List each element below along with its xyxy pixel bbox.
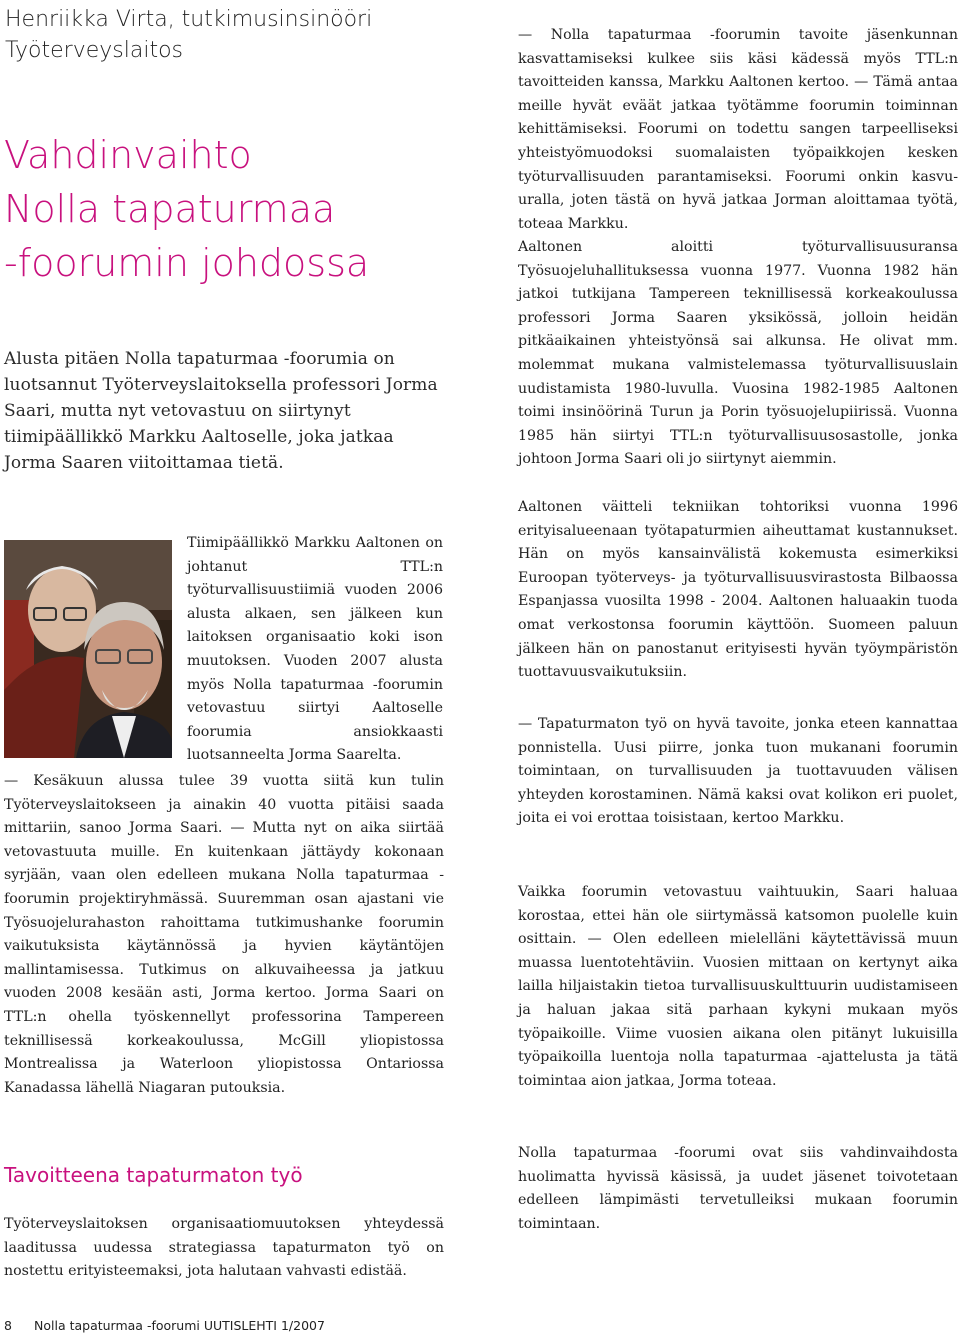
title-line-3: -foorumin johdossa [4,241,370,285]
article-title [4,128,444,290]
right-paragraph-6: Nolla tapaturmaa -foorumi ovat siis vahdinvaihdosta huolimatta hyvissä käsissä, ja uudet jäsenet toivotetaan edelleen lämpimästi tervetulleiksi mukaan foorumin toimintaan. [518,1145,958,1232]
right-paragraph-4: — Tapaturmaton työ on hyvä tavoite, jonka eteen kannattaa ponnistella. Uusi piirre, jonka tuon mukanani foorumin toimintaan, on turvallisuuden ja tuottavuuden välisen yhteyden korostaminen. Nämä kaksi ovat kolikon eri puolet, joita ei voi erottaa toisistaan, kertoo Markku. [518,716,958,827]
right-paragraph-3: Aaltonen väitteli tekniikan tohtoriksi vuonna 1996 erityisalueenaan työtapaturmien aiheuttamat kustannukset. Hän on myös kansainvälistä kokemusta esimerkiksi Euroopan työterveys- ja työturvallisuusvirastosta Bilbaossa Espanjassa vuosilta 1998 - 2004. Aaltonen haluaakin tuoda omat verkostonsa foorumin käyttöön. Suomeen paluun jälkeen hän on panostanut erityisesti hyvän työympäristön tuottavuusvaikutuksiin. [518,499,958,681]
right-paragraph-1: — Nolla tapaturmaa -foorumin tavoite jäsenkunnan kasvattamiseksi kulkee siis käsi kädessä myös TTL:n tavoitteiden kanssa, Markku Aaltonen kertoo. — Tämä antaa meille hyvät eväät jatkaa työtämme foorumin toiminnan kehittämiseksi. Foorumi on todettu sangen tarpeelliseksi yhteistyömuodoksi suomalaisten työpaikkojen kesken työturvallisuuden parantamiseksi. Foorumi onkin kasvu-uralla, joten tästä on hyvä jatkaa Jorman aloittamaa työtä, toteaa Markku. [518,27,958,232]
author-name: Henriikka Virta, tutkimusinsinööri [5,7,373,32]
right-paragraph-2: Aaltonen aloitti työturvallisuusuransa Työsuojeluhallituksessa vuonna 1977. Vuonna 1982 hän jatkoi tutkijana Tampereen teknillisessä korkeakoulussa professori Jorma Saaren yksikössä, jolloin heidän pitkäaikainen yhteistyönsä sai alkunsa. He olivat mm. molemmat mukana valmistelemassa työturvallisuuslain uudistamista 1980-luvulla. Vuosina 1982-1985 Aaltonen toimi insinöörinä Turun ja Porin työsuojelupiirissä. Vuonna 1985 hän siirtyi TTL:n työturvallisuusosastolle, jonka johtoon Jorma Saari oli jo siirtynyt aiemmin. [518,239,958,468]
body-paragraph-strategy: Työterveyslaitoksen organisaatiomuutoksen yhteydessä laaditussa uudessa strategiassa tapaturmaton työ on nostettu erityisteemaksi, jota halutaan vahvasti edistää. [4,1216,444,1280]
section-subheading: Tavoitteena tapaturmaton työ [4,1163,303,1187]
portrait-photo [4,540,172,758]
title-line-2: Nolla tapaturmaa [4,187,336,231]
page-number: 8 [4,1318,12,1333]
author-organization: Työterveyslaitos [5,38,183,63]
title-line-1: Vahdinvaihto [4,133,252,177]
body-paragraph-left: — Kesäkuun alussa tulee 39 vuotta siitä kun tulin Työterveyslaitokseen ja ainakin 40 vuotta pitäisi saada mittariin, sanoo Jorma Saari. — Mutta nyt on aika siirtää vetovastuuta muille. En kuitenkaan jättäydy kokonaan syrjään, vaan olen edelleen mukana Nolla tapaturmaa -foorumin projektiryhmässä. Suuremman osan ajastani vie Työsuojelurahaston rahoittama tutkimushanke foorumin vaikutuksista käytännössä ja hyvien käytäntöjen mallintamisessa. Tutkimus on alkuvaiheessa ja jatkuu vuoden 2008 kesään asti, Jorma kertoo. Jorma Saari on TTL:n ohella työskennellyt professorina Tampereen teknillisessä korkeakoulussa, McGill yliopistossa Montrealissa ja Waterloon yliopistossa Ontariossa Kanadassa lähellä Niagaran putouksia. [4,773,444,1096]
right-paragraph-5: Vaikka foorumin vetovastuu vaihtuukin, Saari haluaa korostaa, ettei hän ole siirtymässä katsomon puolelle kuin osittain. — Olen edelleen mielelläni käytettävissä muun muassa luentotehtäviin. Vuosien mittaan on kertynyt aika lailla hiljaistakin tietoa turvallisuuskulttuurin uudistamiseen ja haluan jakaa sitä parhaan kykyni mukaan myös työpaikoille. Viime vuosien aikana olen pitänyt lukuisilla työpaikoilla luentoja nolla tapaturmaa -ajattelusta ja tätä toimintaa aion jatkaa, Jorma toteaa. [518,884,958,1089]
author-byline [5,4,445,66]
photo-caption: Tiimipäällikkö Markku Aaltonen on johtanut TTL:n työturvallisuustiimiä vuoden 2006 alusta alkaen, sen jälkeen kun laitoksen organisaatio koki ison muutoksen. Vuoden 2007 alusta myös Nolla tapaturmaa -foorumin vetovastuu siirtyi Aaltoselle foorumia ansiokkaasti luotsanneelta Jorma Saarelta. [187,535,443,764]
page-footer [4,1318,504,1334]
publication-name: Nolla tapaturmaa -foorumi UUTISLEHTI 1/2007 [34,1318,325,1333]
lead-paragraph: Alusta pitäen Nolla tapaturmaa -foorumia on luotsannut Työterveyslaitoksella professori Jorma Saari, mutta nyt vetovastuu on siirtynyt tiimipäällikkö Markku Aaltoselle, joka jatkaa Jorma Saaren viitoittamaa tietä. [4,349,438,473]
